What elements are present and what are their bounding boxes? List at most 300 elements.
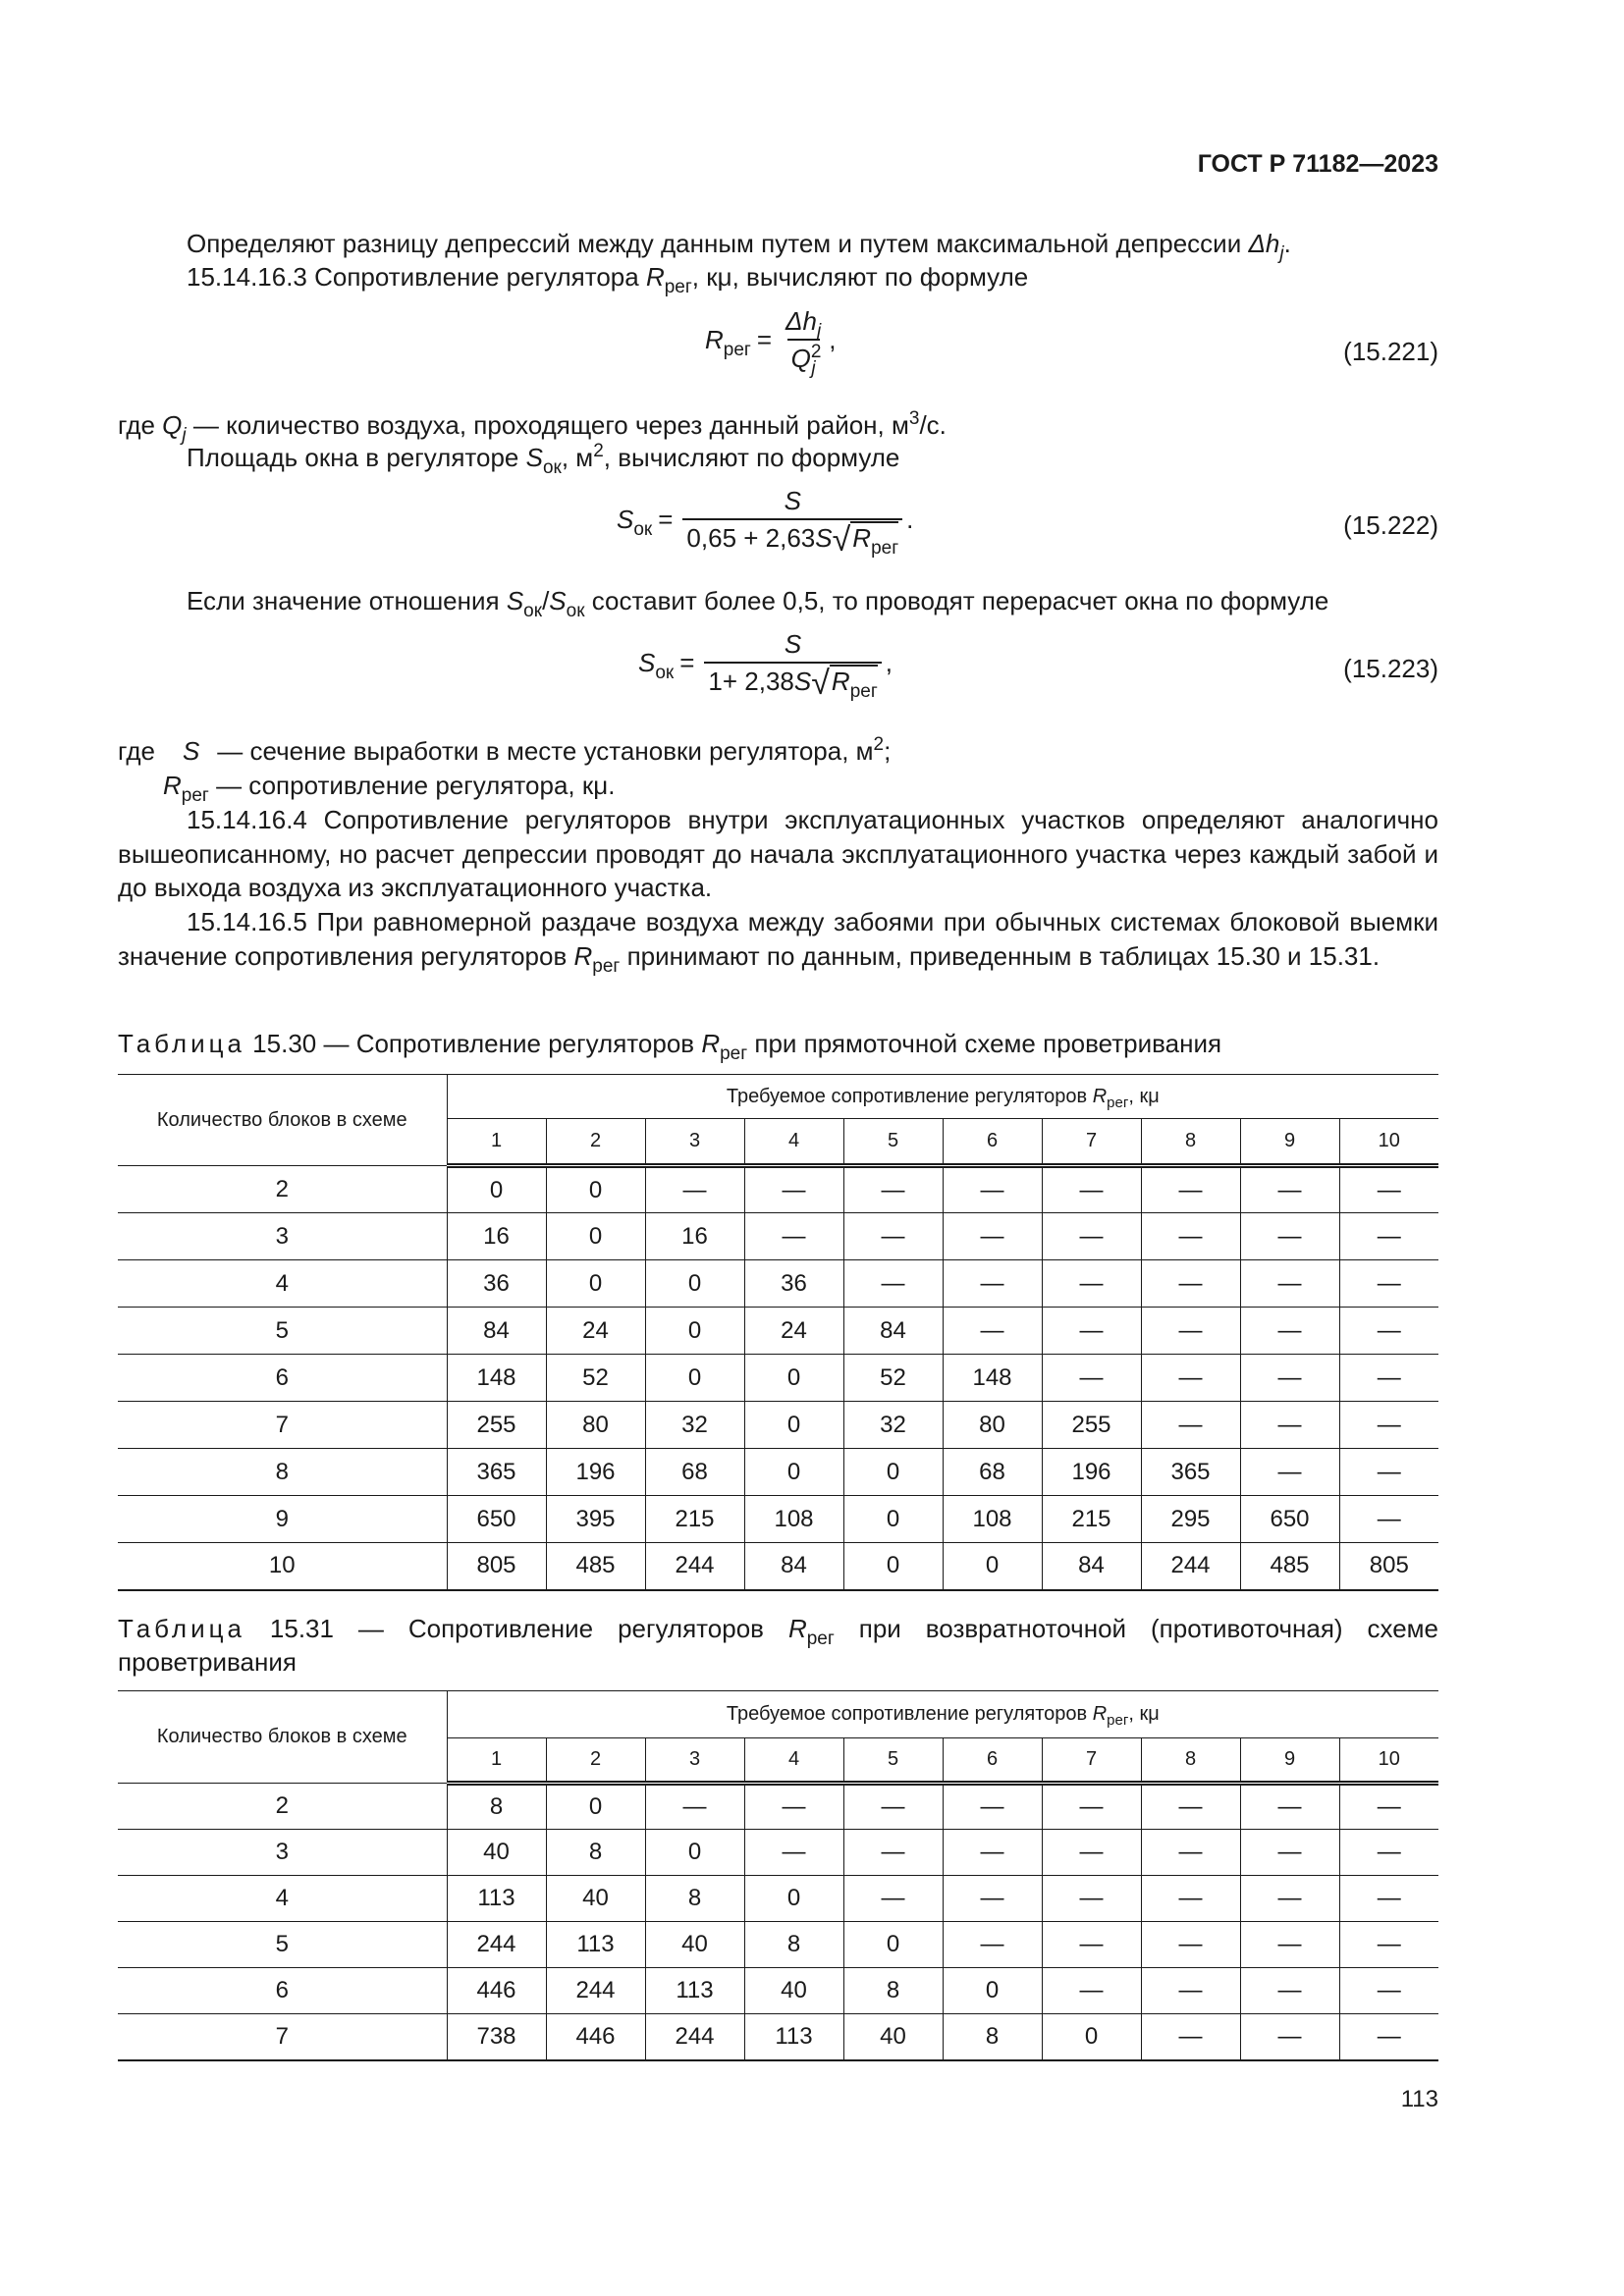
block-count-cell: 6	[118, 1968, 447, 2014]
block-count-cell: 6	[118, 1355, 447, 1402]
resistance-cell: —	[1339, 1260, 1438, 1308]
text: 1+ 2,38	[708, 667, 794, 696]
resistance-cell: —	[943, 1308, 1042, 1355]
resistance-cell: —	[1339, 1830, 1438, 1876]
resistance-cell: 215	[645, 1496, 744, 1543]
formula-15-221	[705, 306, 837, 379]
resistance-cell: 0	[843, 1922, 943, 1968]
fraction	[704, 629, 881, 702]
resistance-cell: —	[843, 1260, 943, 1308]
resistance-cell: —	[1339, 1213, 1438, 1260]
resistance-cell: —	[1141, 1166, 1240, 1213]
resistance-cell: 8	[447, 1784, 546, 1830]
resistance-cell: —	[1240, 1784, 1339, 1830]
resistance-cell: 255	[447, 1402, 546, 1449]
text: 15.14.16.3 Сопротивление регулятора	[187, 262, 646, 292]
subscript: рег	[592, 955, 621, 977]
resistance-cell: 8	[943, 2014, 1042, 2060]
text: , м	[561, 443, 594, 472]
column-header: 7	[1042, 1738, 1141, 1784]
text: , вычисляют по формуле	[603, 443, 900, 472]
text: , кμ	[1128, 1703, 1160, 1725]
resistance-cell: 255	[1042, 1402, 1141, 1449]
resistance-cell: —	[1240, 1968, 1339, 2014]
resistance-cell: —	[1339, 1922, 1438, 1968]
table-row	[118, 1449, 1438, 1496]
resistance-cell: —	[843, 1876, 943, 1922]
block-count-cell: 5	[118, 1308, 447, 1355]
header-row	[118, 1691, 1438, 1738]
symbol: R	[787, 1614, 807, 1643]
resistance-cell: —	[1042, 1876, 1141, 1922]
resistance-cell: 113	[645, 1968, 744, 2014]
resistance-cell: 24	[546, 1308, 645, 1355]
resistance-cell: —	[843, 1166, 943, 1213]
resistance-cell: —	[1141, 1308, 1240, 1355]
where-q-definition	[118, 408, 947, 446]
equals-sign: =	[756, 325, 773, 354]
resistance-cell: —	[943, 1922, 1042, 1968]
resistance-cell: 84	[843, 1308, 943, 1355]
resistance-cell: 80	[546, 1402, 645, 1449]
text: Требуемое сопротивление регуляторов	[726, 1085, 1093, 1107]
text: 0,65 + 2,63	[686, 523, 816, 553]
resistance-cell: 84	[1042, 1543, 1141, 1590]
resistance-cell: —	[1240, 1260, 1339, 1308]
table-row	[118, 1830, 1438, 1876]
denominator: Q	[790, 344, 811, 373]
resistance-cell: 16	[447, 1213, 546, 1260]
resistance-cell: —	[1339, 1784, 1438, 1830]
resistance-cell: —	[1339, 1308, 1438, 1355]
resistance-cell: —	[1042, 1213, 1141, 1260]
resistance-cell: 113	[546, 1922, 645, 1968]
resistance-cell: —	[645, 1784, 744, 1830]
resistance-cell: 196	[1042, 1449, 1141, 1496]
resistance-cell: 8	[744, 1922, 843, 1968]
resistance-cell: 244	[546, 1968, 645, 2014]
block-count-cell: 7	[118, 1402, 447, 1449]
formula-number: (15.222)	[1343, 510, 1438, 540]
column-header: 1	[447, 1119, 546, 1166]
text: .	[1283, 229, 1291, 258]
superscript: 2	[810, 342, 822, 362]
resistance-cell: —	[1240, 2014, 1339, 2060]
table-row	[118, 1968, 1438, 2014]
text: /	[542, 586, 550, 615]
resistance-cell: 244	[1141, 1543, 1240, 1590]
column-header: 3	[645, 1119, 744, 1166]
resistance-cell: —	[1141, 1402, 1240, 1449]
symbol: Q	[162, 410, 183, 440]
resistance-cell: —	[1141, 1260, 1240, 1308]
resistance-cell: —	[1141, 2014, 1240, 2060]
resistance-cell: —	[1141, 1784, 1240, 1830]
resistance-cell: —	[943, 1260, 1042, 1308]
text: принимают по данным, приведенным в таблицах 15.30 и 15.31.	[620, 940, 1380, 971]
table-row	[118, 1166, 1438, 1213]
table-row	[118, 1260, 1438, 1308]
resistance-cell: —	[943, 1213, 1042, 1260]
text: , кμ, вычисляют по формуле	[691, 262, 1029, 292]
symbol: R	[852, 523, 872, 553]
formula-15-223	[638, 629, 893, 702]
resistance-cell: 8	[843, 1968, 943, 2014]
resistance-cell: 0	[546, 1213, 645, 1260]
table-row	[118, 1784, 1438, 1830]
resistance-cell: 32	[645, 1402, 744, 1449]
resistance-cell: —	[1042, 1308, 1141, 1355]
resistance-cell: —	[1042, 1968, 1141, 2014]
resistance-cell: 0	[546, 1260, 645, 1308]
resistance-cell: —	[1339, 1968, 1438, 2014]
subscript: рег	[849, 681, 878, 702]
resistance-cell: —	[1042, 1166, 1141, 1213]
subscript: ок	[655, 663, 675, 683]
table-row	[118, 1496, 1438, 1543]
block-count-cell: 10	[118, 1543, 447, 1590]
subscript: рег	[664, 277, 692, 297]
subscript: j	[811, 358, 816, 379]
resistance-cell: 0	[744, 1355, 843, 1402]
resistance-cell: 244	[645, 2014, 744, 2060]
resistance-cell: 80	[943, 1402, 1042, 1449]
numerator: S	[784, 629, 802, 659]
resistance-cell: 108	[744, 1496, 843, 1543]
resistance-cell: 485	[546, 1543, 645, 1590]
table-15-31	[118, 1690, 1438, 2061]
resistance-cell: 24	[744, 1308, 843, 1355]
resistance-cell: —	[843, 1213, 943, 1260]
column-header: 2	[546, 1738, 645, 1784]
resistance-cell: 0	[744, 1876, 843, 1922]
resistance-cell: 446	[447, 1968, 546, 2014]
column-header: 5	[843, 1738, 943, 1784]
column-header: 4	[744, 1738, 843, 1784]
subscript: рег	[806, 1629, 835, 1649]
resistance-cell: —	[943, 1830, 1042, 1876]
resistance-cell: 0	[943, 1968, 1042, 2014]
text: где	[118, 410, 163, 440]
resistance-cell: 0	[843, 1496, 943, 1543]
symbol: R	[831, 667, 850, 696]
block-count-cell: 7	[118, 2014, 447, 2060]
table-row	[118, 1922, 1438, 1968]
fraction	[682, 486, 902, 559]
resistance-cell: 36	[744, 1260, 843, 1308]
text: Если значение отношения	[187, 586, 507, 615]
resistance-cell: —	[1042, 1830, 1141, 1876]
resistance-cell: 0	[843, 1449, 943, 1496]
clause-15-14-16-3	[187, 260, 1029, 297]
symbol: R	[645, 262, 665, 292]
symbol: R	[701, 1029, 721, 1058]
column-header: 7	[1042, 1119, 1141, 1166]
caption-label: Таблица	[118, 1029, 245, 1058]
text-line-depression-difference	[187, 227, 1291, 264]
resistance-cell: —	[843, 1784, 943, 1830]
text: — количество воздуха, проходящего через данный район, м	[186, 410, 909, 440]
numerator: S	[784, 486, 801, 515]
window-area-line	[187, 441, 900, 478]
table-row	[118, 1308, 1438, 1355]
text: 15.14.16.5 При равномерной раздаче воздуха между забоями при обычных системах блоковой выемки значение сопротивления регуляторов	[118, 907, 1438, 971]
row-header: Количество блоков в схеме	[118, 1691, 447, 1784]
resistance-cell: 0	[546, 1166, 645, 1213]
block-count-cell: 8	[118, 1449, 447, 1496]
subscript: j	[816, 321, 822, 342]
resistance-cell: 650	[447, 1496, 546, 1543]
resistance-cell: 68	[943, 1449, 1042, 1496]
resistance-cell: 365	[1141, 1449, 1240, 1496]
symbol: S	[815, 523, 833, 553]
resistance-cell: 113	[744, 2014, 843, 2060]
symbol: R	[573, 940, 593, 971]
column-header: 8	[1141, 1119, 1240, 1166]
resistance-cell: 0	[645, 1260, 744, 1308]
resistance-cell: 244	[645, 1543, 744, 1590]
resistance-cell: 32	[843, 1402, 943, 1449]
symbol: R	[1092, 1703, 1108, 1725]
table-row	[118, 1213, 1438, 1260]
resistance-cell: 8	[645, 1876, 744, 1922]
resistance-cell: 0	[744, 1402, 843, 1449]
square-root-icon: √	[832, 521, 851, 559]
punctuation: ,	[829, 325, 837, 354]
resistance-cell: 40	[645, 1922, 744, 1968]
text: 15.31 — Сопротивление регуляторов	[244, 1614, 788, 1643]
column-header: 5	[843, 1119, 943, 1166]
resistance-cell: 40	[843, 2014, 943, 2060]
block-count-cell: 4	[118, 1260, 447, 1308]
resistance-cell: 738	[447, 2014, 546, 2060]
column-header: 6	[943, 1738, 1042, 1784]
resistance-cell: —	[943, 1876, 1042, 1922]
symbol: S	[793, 667, 812, 696]
text: Площадь окна в регуляторе	[187, 443, 526, 472]
where-s-definition	[118, 734, 891, 768]
resistance-cell: —	[1141, 1968, 1240, 2014]
resistance-cell: 40	[744, 1968, 843, 2014]
table-15-30	[118, 1074, 1438, 1591]
block-count-cell: 9	[118, 1496, 447, 1543]
resistance-cell: 295	[1141, 1496, 1240, 1543]
resistance-cell: —	[1240, 1402, 1339, 1449]
formula-number: (15.223)	[1343, 654, 1438, 683]
text: — сечение выработки в месте установки регулятора, м	[217, 736, 874, 766]
resistance-cell: —	[1339, 2014, 1438, 2060]
subscript: рег	[723, 340, 751, 360]
resistance-cell: 108	[943, 1496, 1042, 1543]
superscript: 3	[908, 408, 920, 429]
resistance-cell: 113	[447, 1876, 546, 1922]
symbol: S	[638, 648, 656, 677]
table-row	[118, 1355, 1438, 1402]
resistance-cell: —	[744, 1166, 843, 1213]
equals-sign: =	[658, 505, 674, 534]
resistance-cell: —	[1042, 1260, 1141, 1308]
table-15-30-caption	[118, 1027, 1438, 1064]
resistance-cell: —	[1240, 1876, 1339, 1922]
resistance-cell: 84	[447, 1308, 546, 1355]
subscript: рег	[1107, 1712, 1129, 1729]
resistance-cell: 0	[1042, 2014, 1141, 2060]
punctuation: ,	[885, 648, 893, 677]
resistance-cell: 148	[943, 1355, 1042, 1402]
resistance-cell: 84	[744, 1543, 843, 1590]
resistance-cell: —	[843, 1830, 943, 1876]
resistance-cell: 805	[447, 1543, 546, 1590]
text: , кμ	[1128, 1085, 1160, 1107]
superscript: 2	[873, 734, 885, 755]
text: при возвратноточной (противоточная) схеме проветривания	[118, 1614, 1439, 1677]
resistance-cell: —	[1339, 1355, 1438, 1402]
column-header: 10	[1339, 1738, 1438, 1784]
resistance-cell: 0	[843, 1543, 943, 1590]
symbol: S	[549, 586, 567, 615]
document-id-header: ГОСТ Р 71182—2023	[1197, 150, 1438, 178]
resistance-cell: —	[744, 1830, 843, 1876]
subscript: j	[1279, 243, 1284, 264]
resistance-cell: —	[1339, 1449, 1438, 1496]
square-root-icon: √	[811, 665, 830, 702]
table-row	[118, 2014, 1438, 2060]
text: — сопротивление регулятора, кμ.	[208, 771, 616, 800]
column-header: 2	[546, 1119, 645, 1166]
resistance-cell: —	[1141, 1876, 1240, 1922]
subscript: ок	[523, 601, 543, 621]
resistance-cell: —	[1240, 1355, 1339, 1402]
resistance-cell: 52	[546, 1355, 645, 1402]
resistance-cell: 0	[645, 1830, 744, 1876]
resistance-cell: —	[943, 1784, 1042, 1830]
symbol: R	[1092, 1085, 1108, 1107]
block-count-cell: 2	[118, 1784, 447, 1830]
resistance-cell: —	[1240, 1830, 1339, 1876]
column-header: 9	[1240, 1738, 1339, 1784]
text: Определяют разницу депрессий между данным путем и путем максимальной депрессии	[187, 229, 1249, 258]
resistance-cell: 40	[546, 1876, 645, 1922]
subscript: рег	[1107, 1094, 1129, 1111]
subscript: j	[182, 425, 187, 446]
superscript: 2	[593, 441, 604, 461]
resistance-cell: 0	[744, 1449, 843, 1496]
resistance-cell: 365	[447, 1449, 546, 1496]
subscript: рег	[181, 785, 209, 806]
resistance-cell: —	[1240, 1213, 1339, 1260]
resistance-cell: —	[1240, 1166, 1339, 1213]
resistance-cell: —	[1339, 1166, 1438, 1213]
symbol: S	[182, 736, 200, 766]
group-header	[447, 1075, 1438, 1119]
resistance-cell: 395	[546, 1496, 645, 1543]
resistance-cell: —	[1240, 1308, 1339, 1355]
resistance-cell: 244	[447, 1922, 546, 1968]
symbol: R	[705, 325, 724, 354]
resistance-cell: 485	[1240, 1543, 1339, 1590]
punctuation: .	[906, 505, 914, 534]
text: составит более 0,5, то проводят перерасчет окна по формуле	[584, 586, 1329, 615]
text: Требуемое сопротивление регуляторов	[726, 1703, 1093, 1725]
resistance-cell: —	[1240, 1449, 1339, 1496]
subscript: ок	[566, 601, 585, 621]
table-row	[118, 1402, 1438, 1449]
resistance-cell: —	[1141, 1922, 1240, 1968]
resistance-cell: 0	[645, 1308, 744, 1355]
subscript: ок	[542, 457, 562, 478]
resistance-cell: 805	[1339, 1543, 1438, 1590]
column-header: 1	[447, 1738, 546, 1784]
text: 15.30 — Сопротивление регуляторов	[244, 1029, 702, 1058]
text: ;	[884, 736, 892, 766]
resistance-cell: 196	[546, 1449, 645, 1496]
column-header: 3	[645, 1738, 744, 1784]
resistance-cell: —	[744, 1213, 843, 1260]
resistance-cell: 52	[843, 1355, 943, 1402]
where-r-definition	[163, 769, 616, 806]
resistance-cell: —	[1141, 1830, 1240, 1876]
clause-15-14-16-5	[118, 905, 1438, 977]
table-row	[118, 1543, 1438, 1590]
text: /с.	[919, 410, 947, 440]
subscript: ок	[633, 519, 653, 540]
symbol: S	[525, 443, 543, 472]
symbol: R	[163, 771, 182, 800]
resistance-cell: —	[1339, 1496, 1438, 1543]
resistance-cell: —	[1042, 1355, 1141, 1402]
resistance-cell: 8	[546, 1830, 645, 1876]
resistance-cell: —	[1042, 1784, 1141, 1830]
subscript: рег	[871, 538, 899, 559]
resistance-cell: 36	[447, 1260, 546, 1308]
text: где	[118, 736, 155, 766]
text: при прямоточной схеме проветривания	[747, 1029, 1222, 1058]
subscript: рег	[720, 1043, 748, 1064]
clause-15-14-16-4: 15.14.16.4 Сопротивление регуляторов внутри эксплуатационных участков определяют аналогично вышеописанному, но расчет депрессии проводят до начала эксплуатационного участка через каждый забой и до выхода воздуха из эксплуатационного участка.	[118, 805, 1438, 902]
symbol: S	[506, 586, 524, 615]
resistance-cell: 148	[447, 1355, 546, 1402]
table-15-31-caption	[118, 1612, 1438, 1679]
resistance-cell: 650	[1240, 1496, 1339, 1543]
resistance-cell: 446	[546, 2014, 645, 2060]
resistance-cell: —	[1339, 1876, 1438, 1922]
resistance-cell: —	[1141, 1355, 1240, 1402]
resistance-cell: —	[943, 1166, 1042, 1213]
numerator: Δh	[785, 306, 817, 336]
block-count-cell: 3	[118, 1213, 447, 1260]
fraction	[782, 306, 825, 379]
block-count-cell: 5	[118, 1922, 447, 1968]
formula-15-222	[617, 486, 914, 559]
header-row	[118, 1075, 1438, 1119]
resistance-cell: —	[1339, 1402, 1438, 1449]
resistance-cell: 40	[447, 1830, 546, 1876]
page-number: 113	[1400, 2086, 1438, 2112]
group-header	[447, 1691, 1438, 1738]
ratio-condition-line	[187, 584, 1329, 621]
resistance-cell: —	[1240, 1922, 1339, 1968]
resistance-cell: 215	[1042, 1496, 1141, 1543]
resistance-cell: —	[744, 1784, 843, 1830]
column-header: 6	[943, 1119, 1042, 1166]
resistance-cell: 68	[645, 1449, 744, 1496]
column-header: 10	[1339, 1119, 1438, 1166]
resistance-cell: —	[1042, 1922, 1141, 1968]
block-count-cell: 4	[118, 1876, 447, 1922]
formula-number: (15.221)	[1343, 337, 1438, 366]
symbol: S	[617, 505, 634, 534]
resistance-cell: —	[645, 1166, 744, 1213]
